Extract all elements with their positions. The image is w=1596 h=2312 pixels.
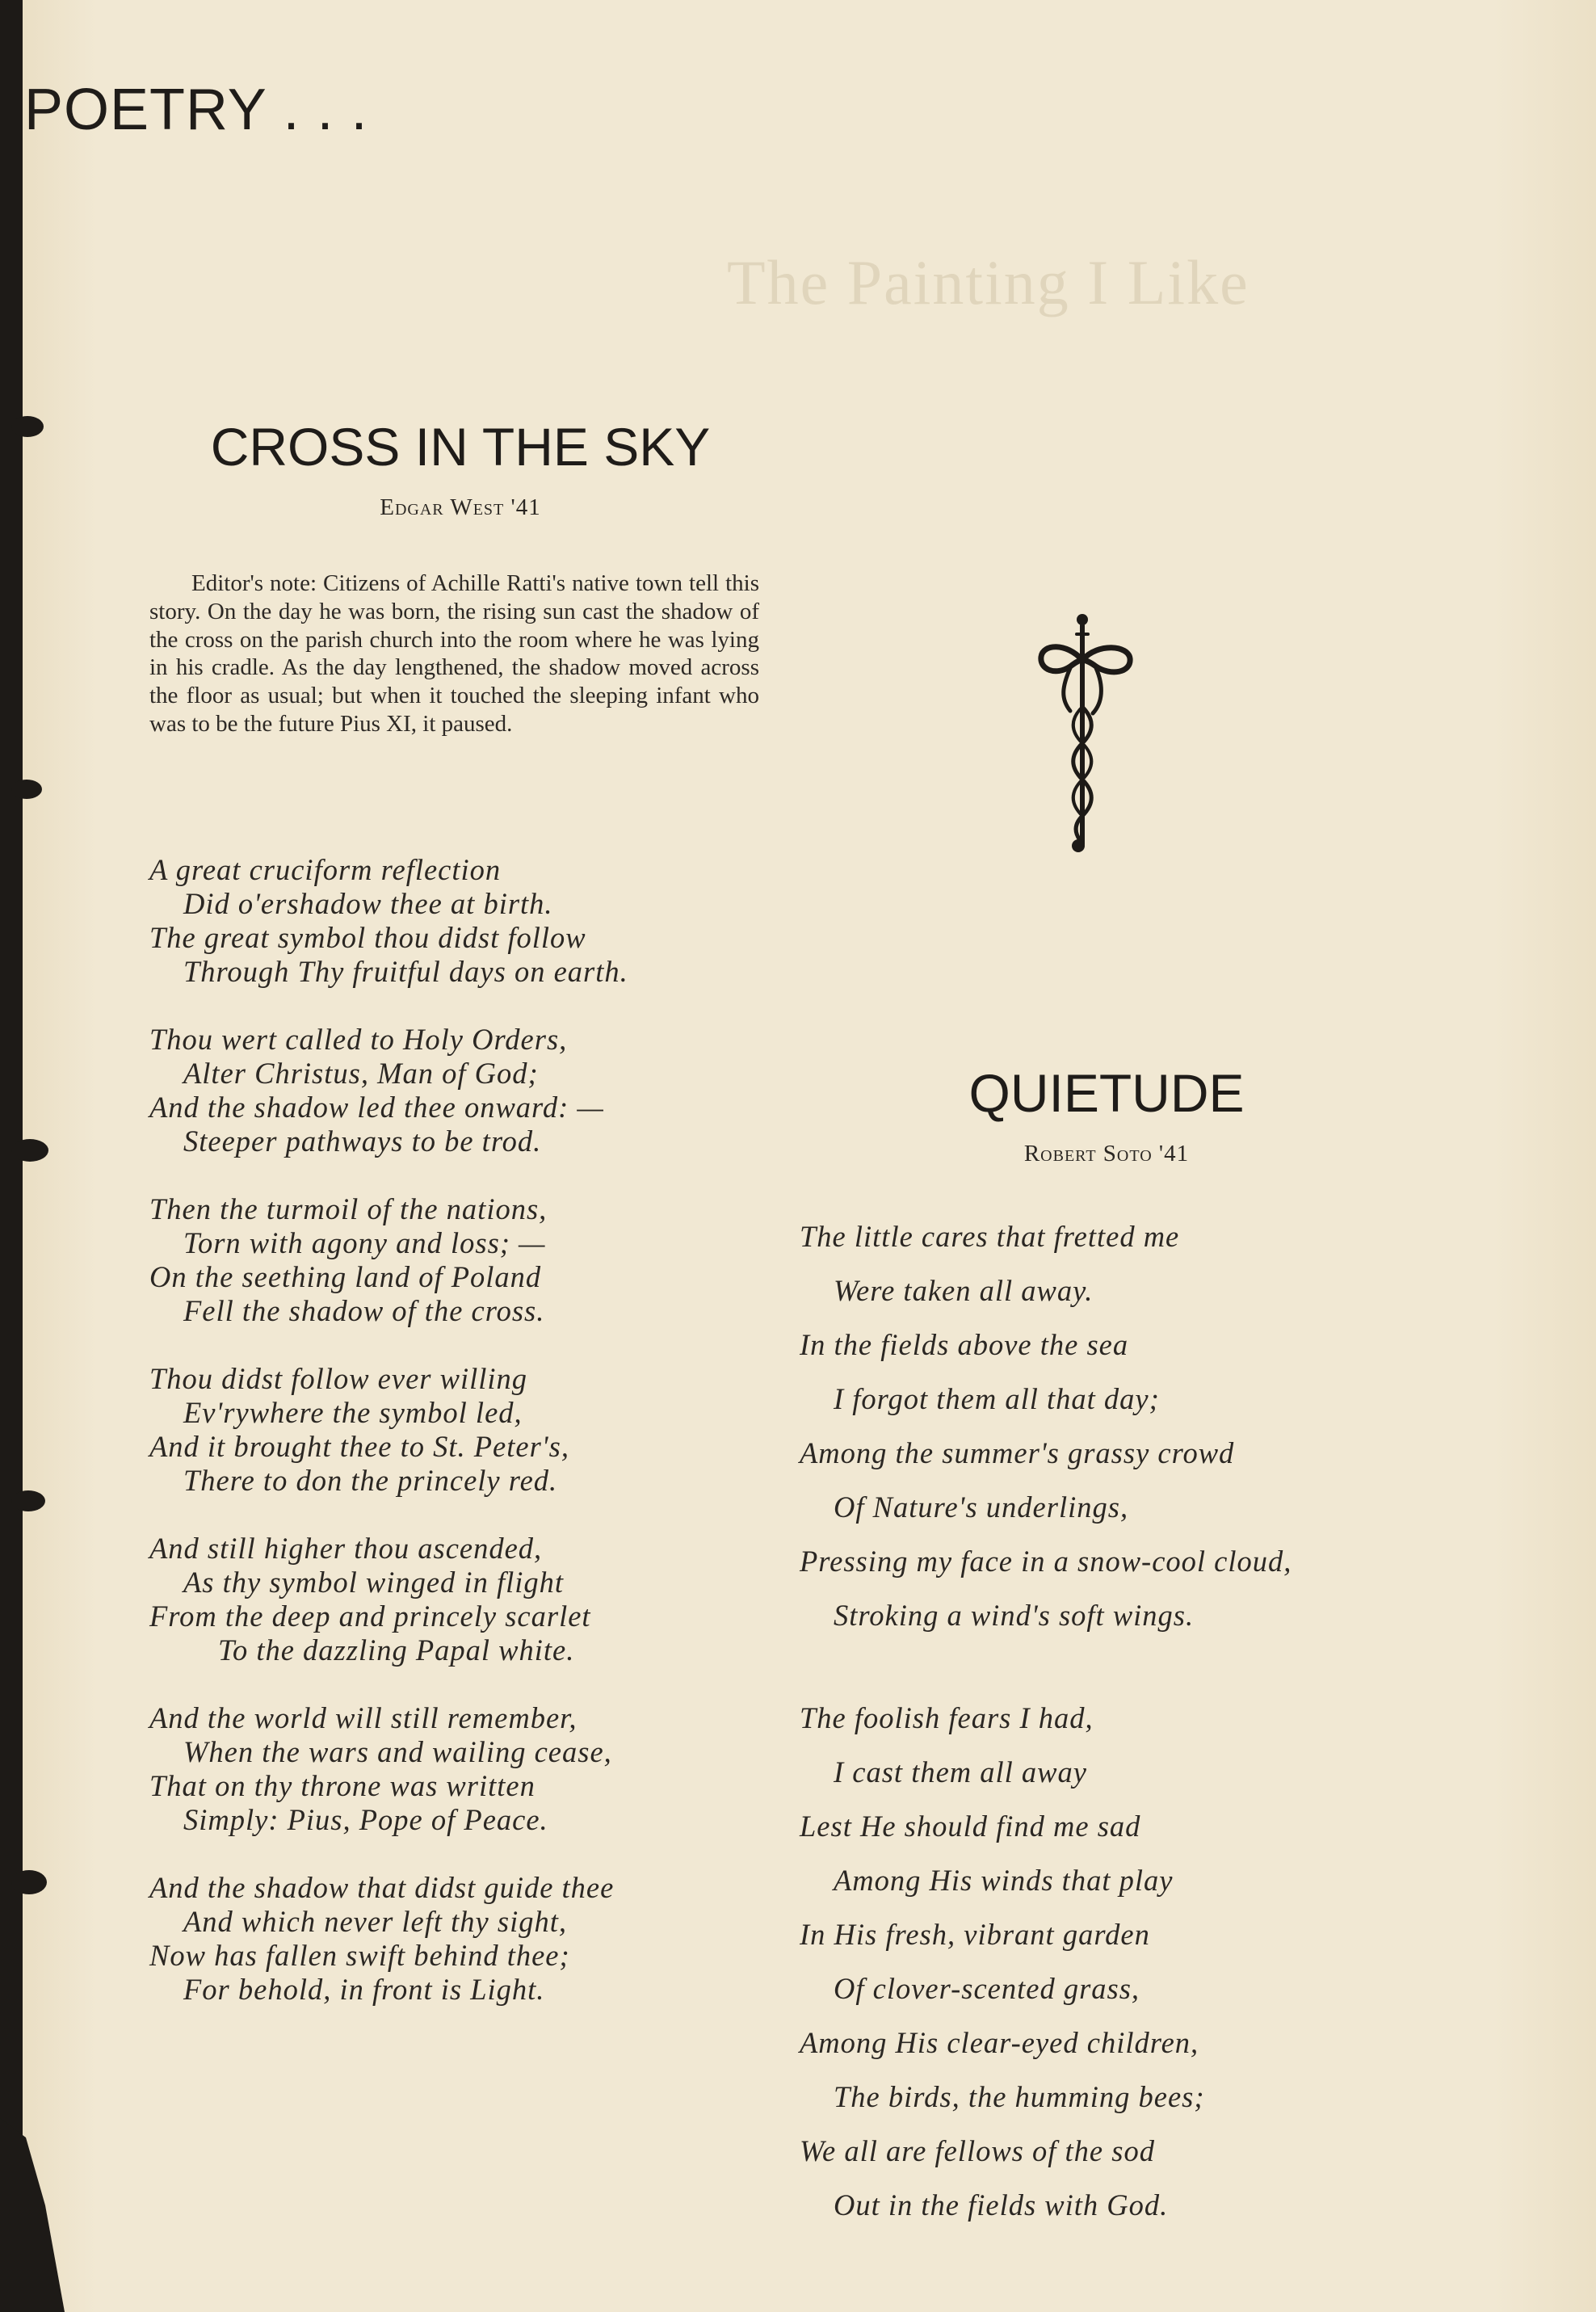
poem-line: Were taken all away. (834, 1274, 1094, 1307)
poem-stanza (149, 1701, 796, 1837)
section-label: POETRY . . . (24, 78, 368, 142)
poem-line: And the world will still remember, (149, 1701, 578, 1734)
poem-line: Thou didst follow ever willing (149, 1362, 528, 1395)
poem-line: The little cares that fretted me (800, 1220, 1180, 1253)
poem-line: Of clover-scented grass, (834, 1972, 1140, 2005)
poem-byline-left: Edgar West '41 (380, 494, 541, 520)
poem-line: That on thy throne was written (149, 1769, 536, 1802)
poem-line: Lest He should find me sad (800, 1810, 1141, 1843)
poem-line: A great cruciform reflection (149, 853, 502, 886)
editors-note (149, 570, 759, 738)
poem-line: I cast them all away (834, 1755, 1087, 1789)
poem-line: Thou wert called to Holy Orders, (149, 1023, 568, 1056)
poem-stanza (149, 1362, 796, 1498)
poem-line: Steeper pathways to be trod. (183, 1124, 542, 1158)
poem-line: Out in the fields with God. (834, 2188, 1169, 2222)
poem-line: Pressing my face in a snow-cool cloud, (800, 1545, 1292, 1578)
poem-line: In the fields above the sea (800, 1328, 1129, 1361)
poem-body-quietude (800, 1209, 1462, 2232)
binding-tear (11, 1490, 45, 1511)
bleed-through-text: The Painting I Like (727, 247, 1250, 317)
poem-stanza (149, 1871, 796, 2007)
caduceus-ribbon-ornament-icon (1038, 610, 1135, 852)
poem-title-quietude: QUIETUDE (968, 1063, 1245, 1123)
poem-line: Among the summer's grassy crowd (800, 1436, 1235, 1469)
poem-line: Fell the shadow of the cross. (183, 1294, 545, 1327)
poem-line: The birds, the humming bees; (834, 2080, 1205, 2113)
poem-title-cross-in-the-sky: CROSS IN THE SKY (210, 417, 711, 477)
poem-line: Simply: Pius, Pope of Peace. (183, 1803, 548, 1836)
poem-line: Now has fallen swift behind thee; (149, 1939, 570, 1972)
poem-byline-right: Robert Soto '41 (1023, 1141, 1190, 1167)
poem-stanza (149, 1532, 796, 1667)
poem-line: Did o'ershadow thee at birth. (183, 887, 553, 920)
binding-tear (11, 780, 42, 799)
page-binding-edge (0, 0, 23, 2312)
poem-line: And still higher thou ascended, (149, 1532, 543, 1565)
poem-stanza (149, 1192, 796, 1328)
binding-tear (11, 1870, 47, 1894)
poem-body-cross-in-the-sky (149, 853, 796, 2041)
poem-line: Then the turmoil of the nations, (149, 1192, 548, 1225)
poem-line: Alter Christus, Man of God; (183, 1057, 539, 1090)
poem-line: As thy symbol winged in flight (183, 1566, 565, 1599)
poem-line: In His fresh, vibrant garden (800, 1918, 1150, 1951)
poem-line: Ev'rywhere the symbol led, (183, 1396, 523, 1429)
poem-line: We all are fellows of the sod (800, 2134, 1155, 2167)
poem-line: Stroking a wind's soft wings. (834, 1599, 1195, 1632)
poem-line: Among His clear-eyed children, (800, 2026, 1199, 2059)
binding-tear (11, 1139, 48, 1162)
poem-line: And which never left thy sight, (183, 1905, 567, 1938)
poem-line: When the wars and wailing cease, (183, 1735, 612, 1768)
poem-line: There to don the princely red. (183, 1464, 558, 1497)
poem-stanza (149, 853, 796, 989)
poem-line: Through Thy fruitful days on earth. (183, 955, 628, 988)
poem-line: I forgot them all that day; (834, 1382, 1160, 1415)
stanza-gap (800, 1642, 1462, 1691)
poem-line: The foolish fears I had, (800, 1701, 1094, 1734)
page-bottom-tear (0, 2118, 65, 2312)
poem-line: To the dazzling Papal white. (218, 1633, 575, 1667)
editors-note-text: Editor's note: Citizens of Achille Ratti's native town tell this story. On the day he was born, the rising sun cast the shadow of the cross on the parish church into the room where he was lying in his cradle. As the day lengthened, the shadow moved across the floor as usual; but when it touched the sleeping infant who was to be the future Pius XI, it paused. (149, 570, 759, 737)
poem-line: Torn with agony and loss; — (183, 1226, 546, 1259)
binding-tear (11, 416, 44, 437)
poem-stanza (149, 1023, 796, 1158)
poem-line: On the seething land of Poland (149, 1260, 542, 1293)
poem-line: From the deep and princely scarlet (149, 1599, 591, 1633)
poem-line: Of Nature's underlings, (834, 1490, 1129, 1524)
poem-line: The great symbol thou didst follow (149, 921, 586, 954)
poem-line: And the shadow that didst guide thee (149, 1871, 615, 1904)
poem-line: For behold, in front is Light. (183, 1973, 545, 2006)
poem-line: And it brought thee to St. Peter's, (149, 1430, 569, 1463)
poem-line: Among His winds that play (834, 1864, 1174, 1897)
poem-line: And the shadow led thee onward: — (149, 1091, 604, 1124)
